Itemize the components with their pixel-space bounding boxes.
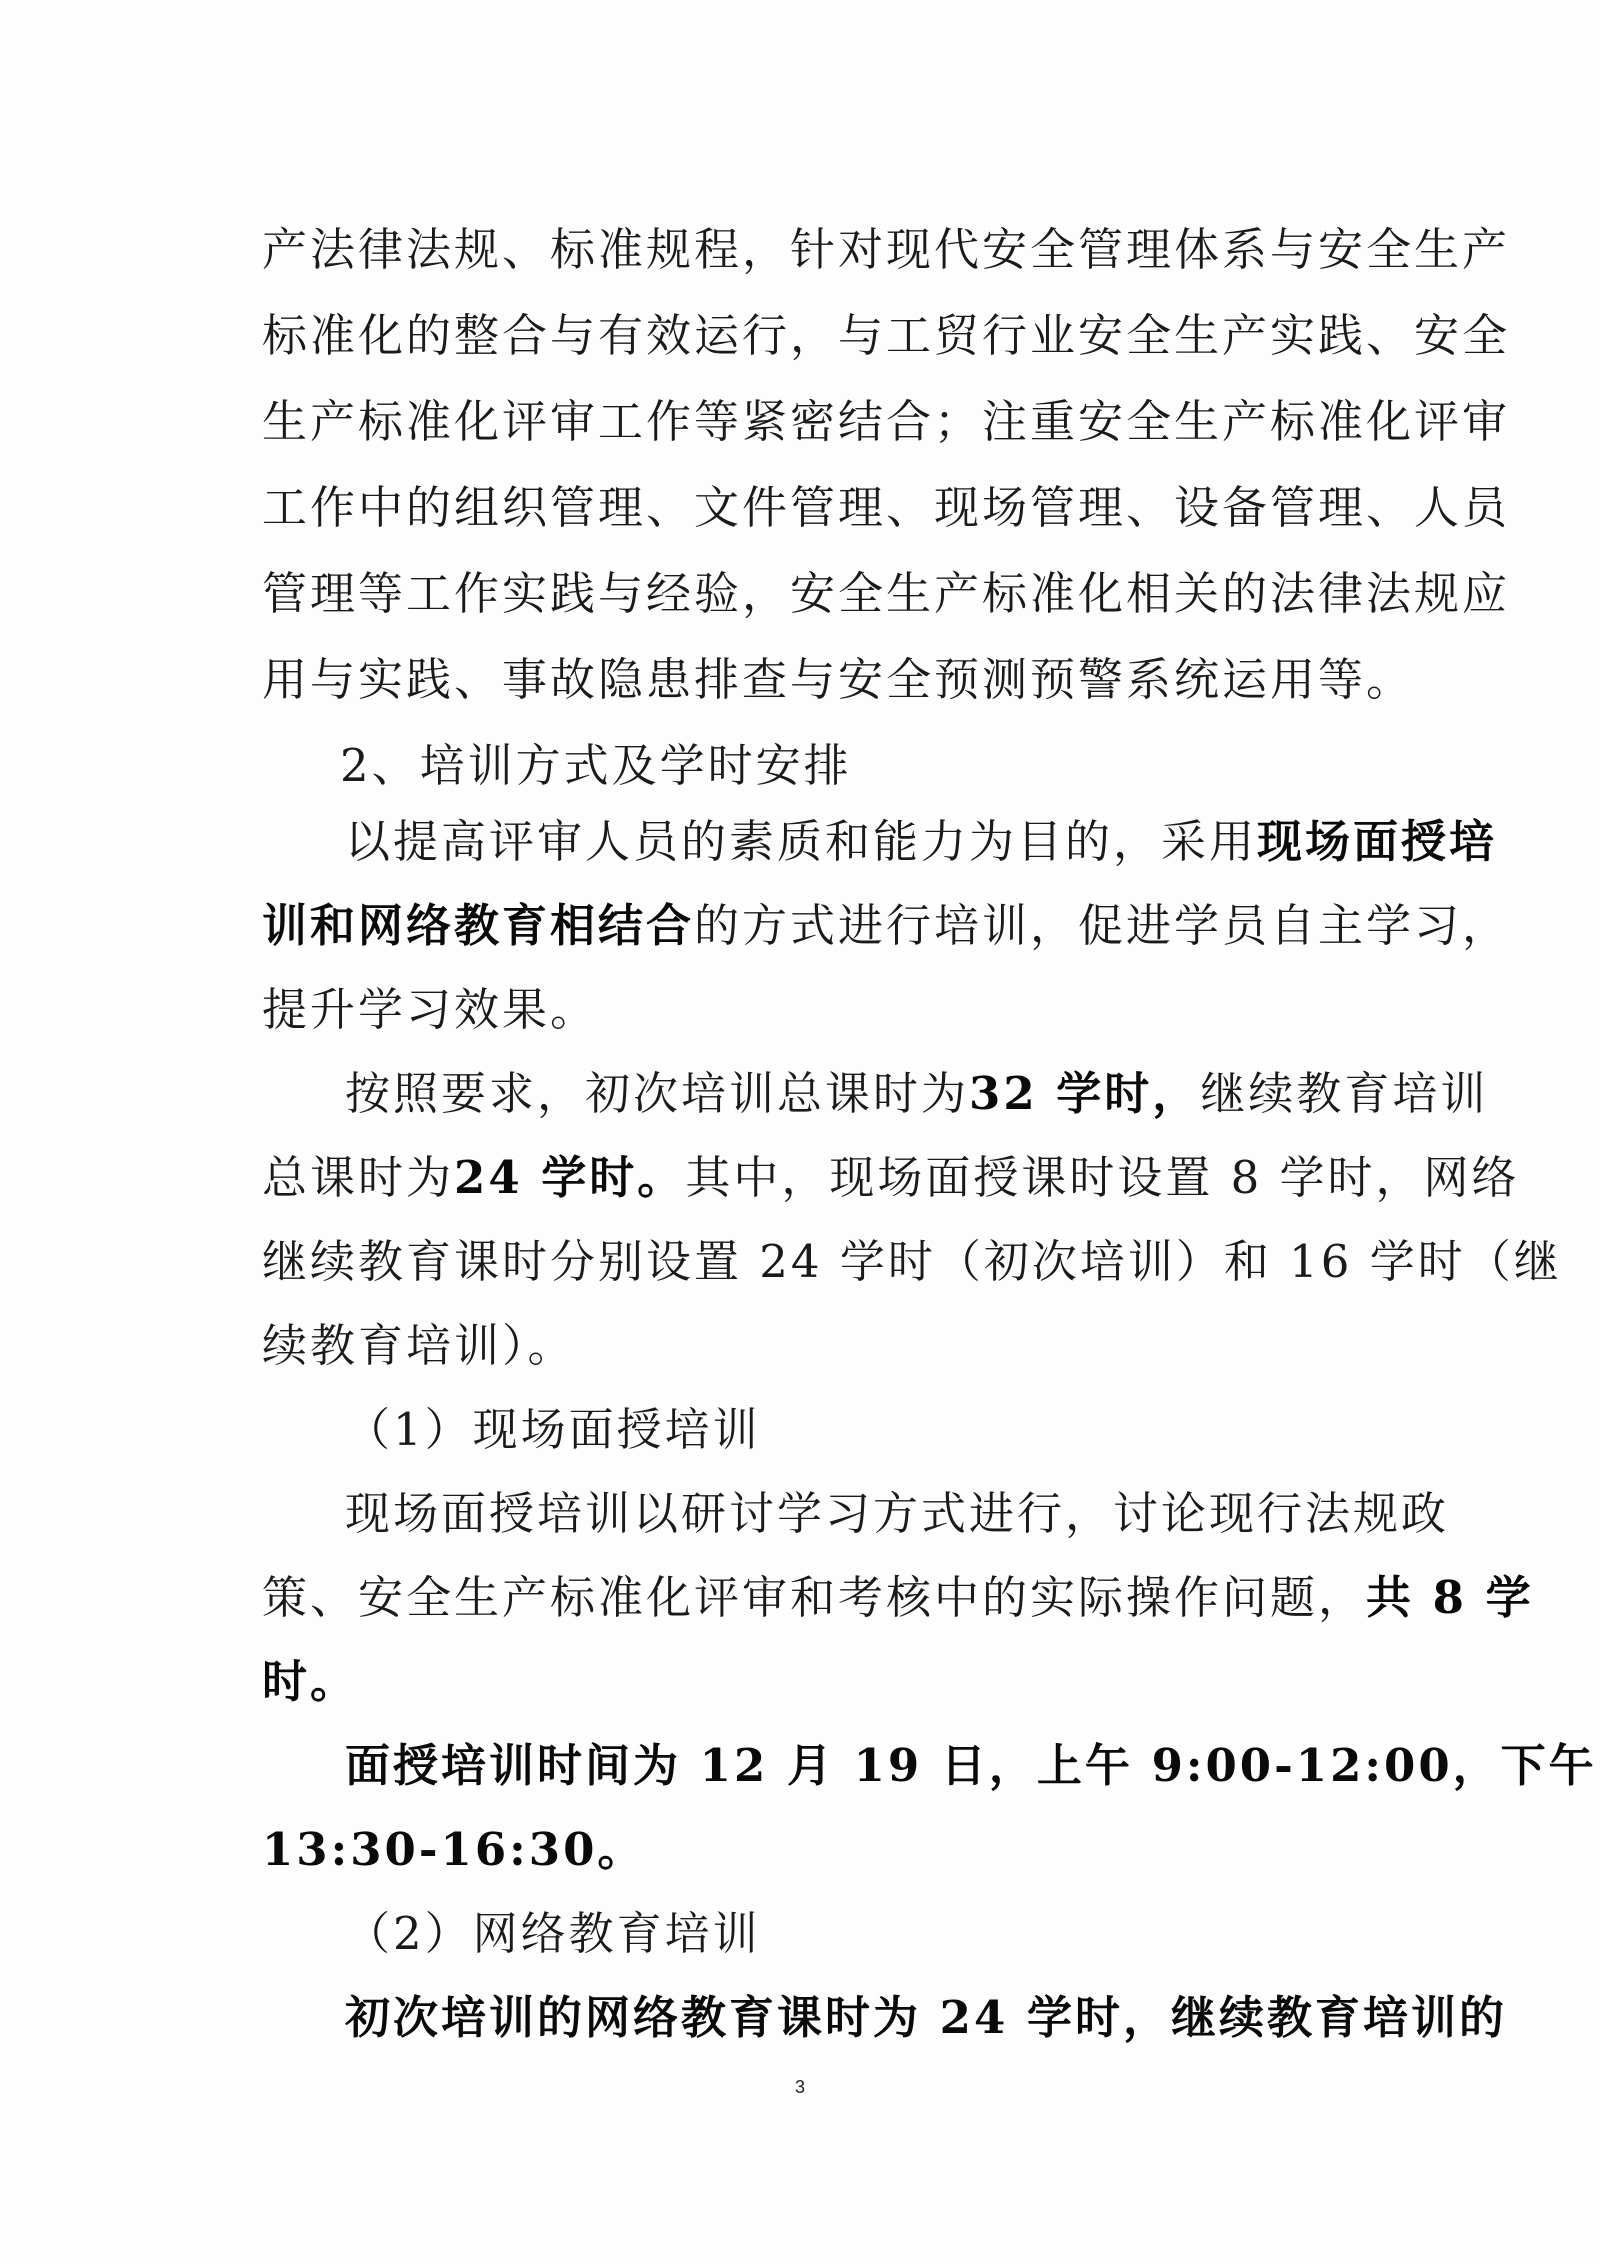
paragraph-line: 产法律法规、标准规程，针对现代安全管理体系与安全生产 — [262, 223, 1511, 276]
paragraph-line — [345, 1064, 1488, 1124]
paragraph-line: 续教育培训）。 — [262, 1319, 576, 1372]
paragraph-line: 时。 — [262, 1655, 359, 1708]
paragraph-line — [262, 896, 1510, 956]
paragraph-line — [262, 1568, 1534, 1628]
text-run: 总课时为 — [262, 1151, 455, 1204]
emphasis-text: 24 学时。 — [454, 1151, 686, 1204]
paragraph-line — [345, 812, 1497, 872]
paragraph-line: 继续教育课时分别设置 24 学时（初次培训）和 16 学时（继 — [262, 1235, 1562, 1288]
paragraph-line: 现场面授培训以研讨学习方式进行，讨论现行法规政 — [345, 1487, 1450, 1540]
section-heading: 2、培训方式及学时安排 — [340, 739, 852, 792]
paragraph-line: 标准化的整合与有效运行，与工贸行业安全生产实践、安全 — [262, 309, 1511, 362]
text-run: 其中，现场面授课时设置 8 学时，网络 — [685, 1151, 1520, 1204]
emphasis-text: 共 8 学 — [1366, 1571, 1534, 1624]
subsection-heading: （2）网络教育培训 — [345, 1907, 761, 1960]
paragraph-line: 生产标准化评审工作等紧密结合；注重安全生产标准化评审 — [262, 395, 1511, 448]
text-run: 的方式进行培训，促进学员自主学习， — [694, 899, 1511, 952]
emphasis-text: 32 学时， — [969, 1067, 1201, 1120]
paragraph-line: 管理等工作实践与经验，安全生产标准化相关的法律法规应 — [262, 567, 1511, 620]
emphasis-text: 训和网络教育相结合 — [262, 899, 695, 952]
subsection-heading: （1）现场面授培训 — [345, 1403, 761, 1456]
text-run: 按照要求，初次培训总课时为 — [345, 1067, 970, 1120]
text-run: 继续教育培训 — [1200, 1067, 1489, 1120]
page-number: 3 — [794, 2077, 805, 2097]
paragraph-line: 用与实践、事故隐患排查与安全预测预警系统运用等。 — [262, 653, 1415, 706]
text-run: 以提高评审人员的素质和能力为目的，采用 — [345, 815, 1258, 868]
text-run: 策、安全生产标准化评审和考核中的实际操作问题， — [262, 1571, 1367, 1624]
paragraph-line: 提升学习效果。 — [262, 983, 599, 1036]
paragraph-line: 面授培训时间为 12 月 19 日，上午 9:00-12:00，下午 — [345, 1739, 1597, 1792]
emphasis-text: 现场面授培 — [1257, 815, 1498, 868]
paragraph-line: 初次培训的网络教育课时为 24 学时，继续教育培训的 — [345, 1991, 1507, 2044]
paragraph-line — [262, 1148, 1520, 1208]
paragraph-line: 工作中的组织管理、文件管理、现场管理、设备管理、人员 — [262, 481, 1511, 534]
paragraph-line: 13:30-16:30。 — [262, 1823, 646, 1876]
